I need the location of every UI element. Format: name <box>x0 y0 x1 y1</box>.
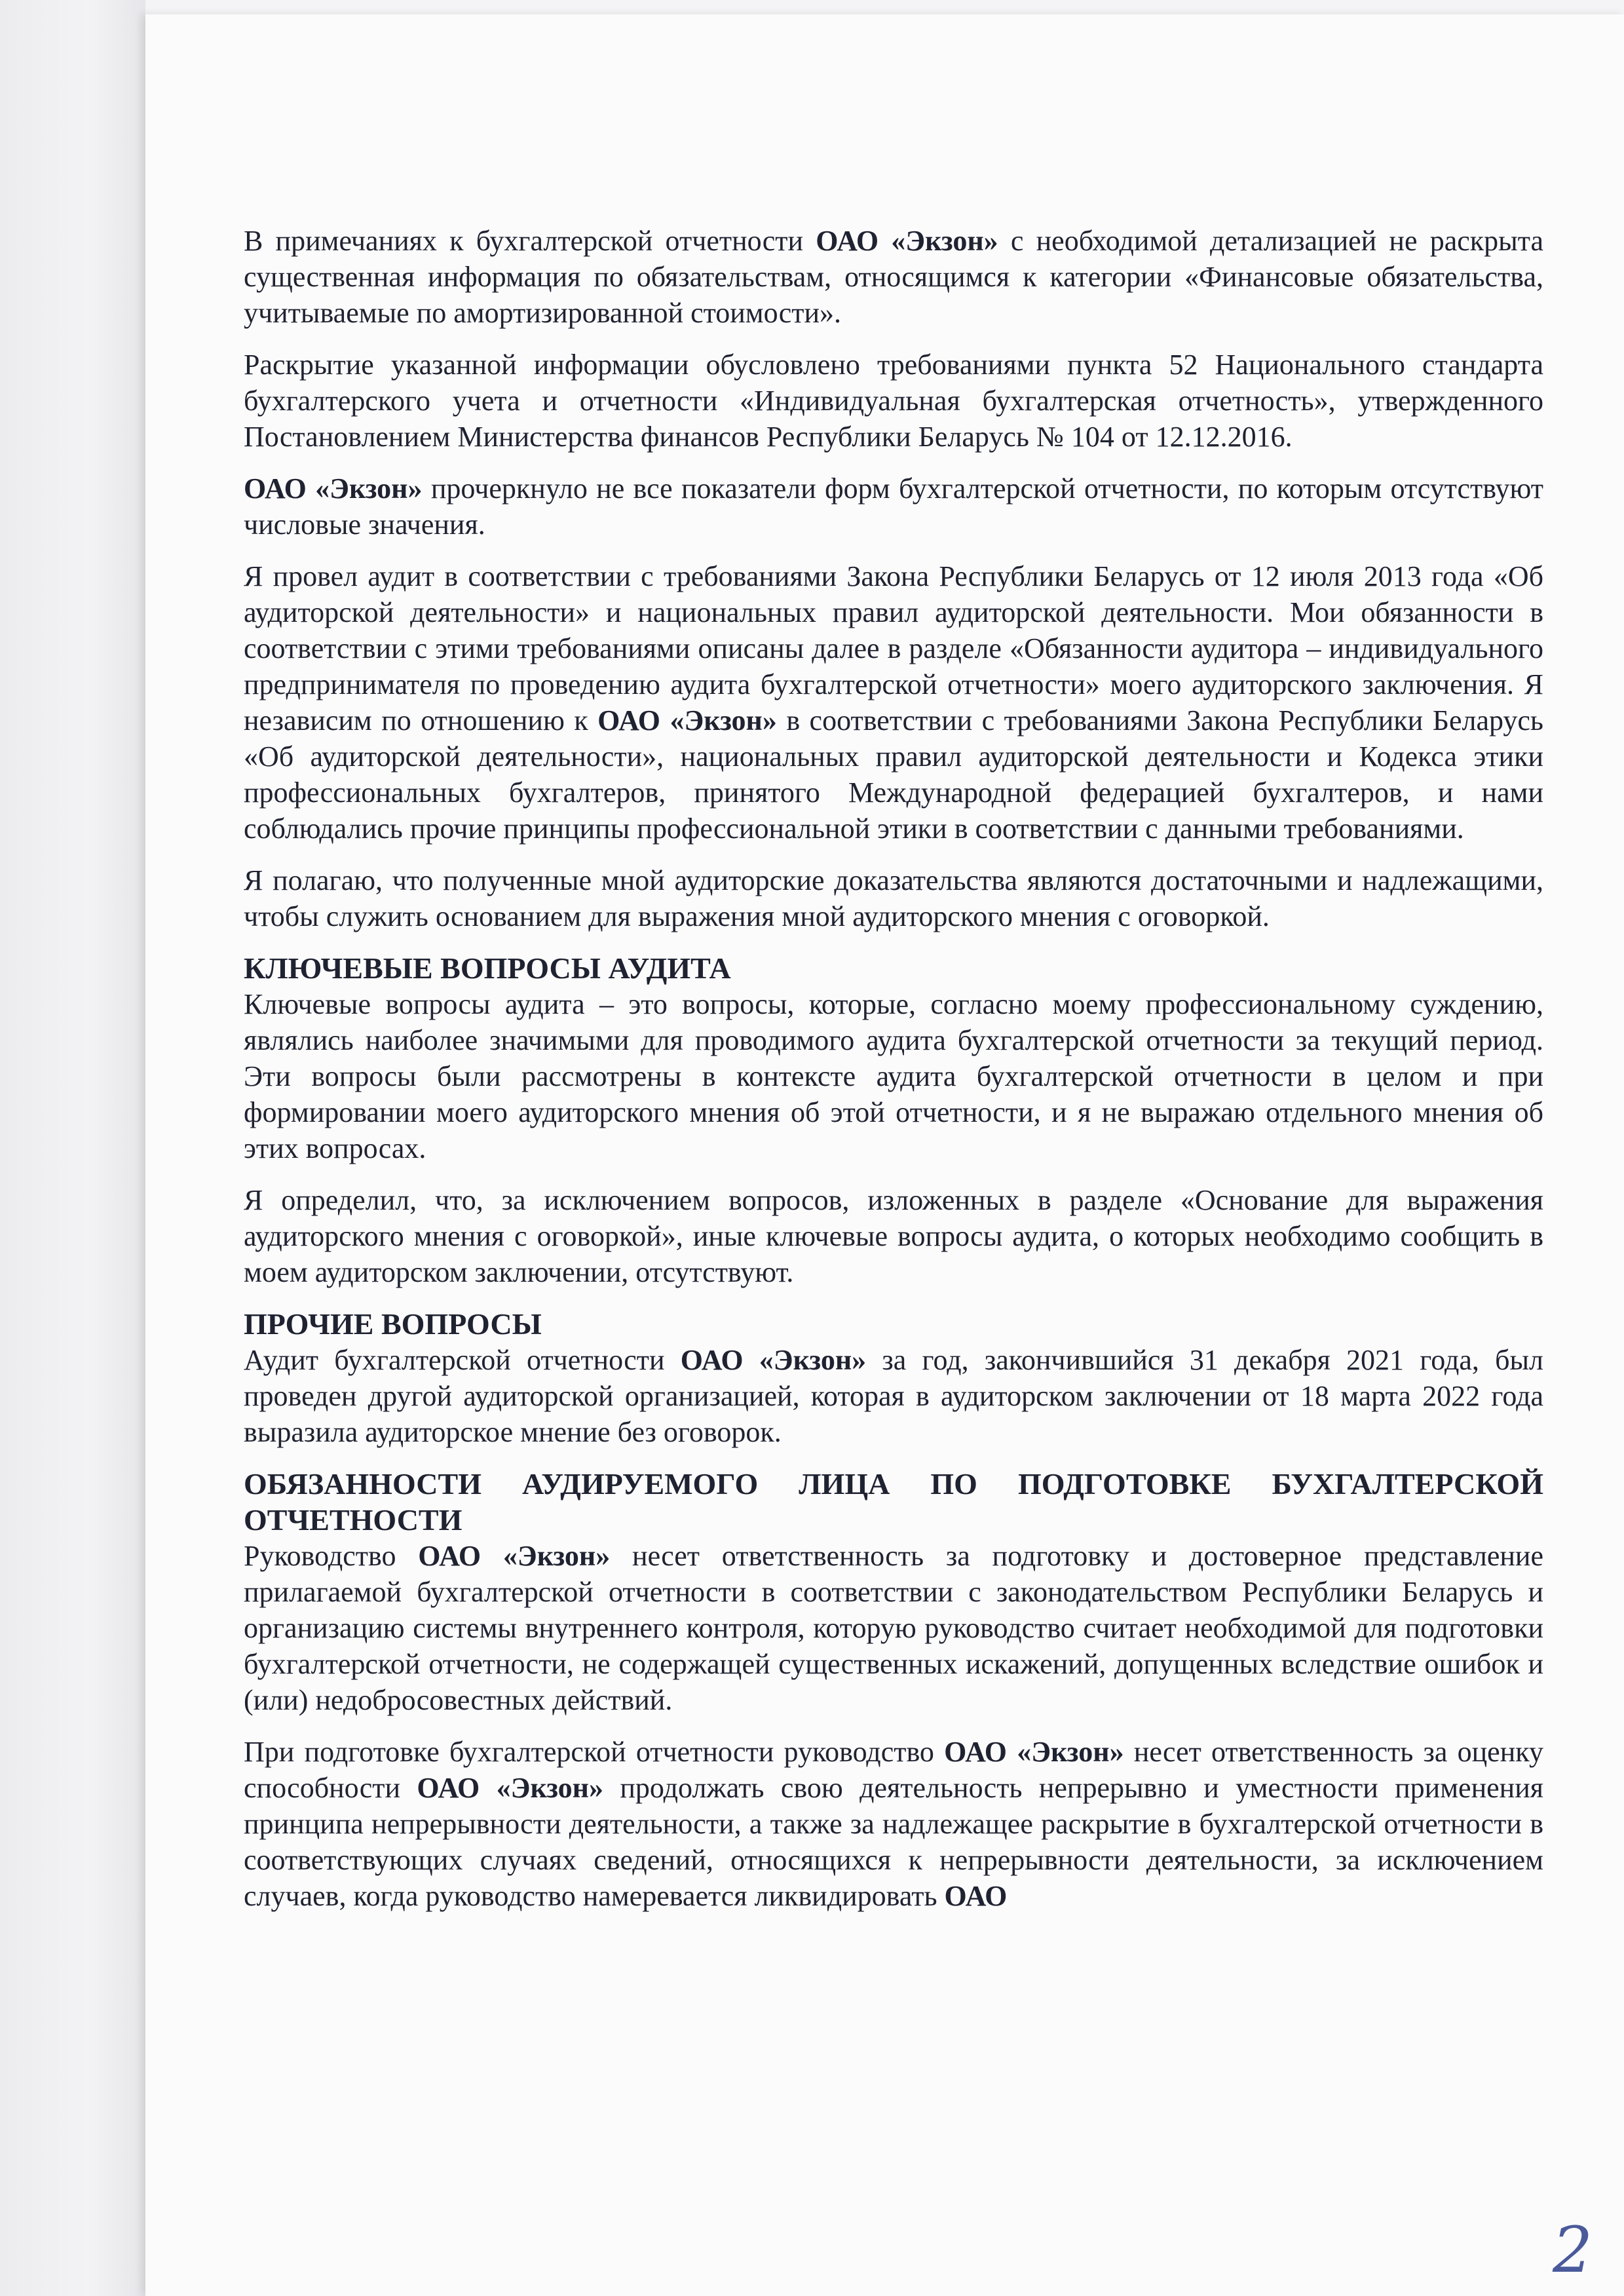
paragraph-text: При подготовке бухгалтерской отчетности руководство <box>244 1736 945 1768</box>
paragraph-text: с необходимой детализацией не раскрыта существенная информация по обязательствам, относящимся к категории «Финансовые обязательства, учитываемые по амортизированной стоимости». <box>244 225 1543 329</box>
company-name: ОАО «Экзон» <box>944 1736 1124 1768</box>
paragraph-text: Аудит бухгалтерской отчетности <box>244 1344 681 1376</box>
paragraph-text: за год, закончившийся 31 декабря 2021 года, был проведен другой аудиторской организацией, которая в аудиторском заключении от 18 марта 2022 года выразила аудиторское мнение без оговорок. <box>244 1344 1543 1448</box>
company-name: ОАО «Экзон» <box>816 225 998 257</box>
paragraph-text: Ключевые вопросы аудита – это вопросы, которые, согласно моему профессиональному суждению, являлись наиболее значимыми для проводимого аудита бухгалтерской отчетности за текущий период. Эти вопросы были рассмотрены в контексте аудита бухгалтерской отчетности в целом и при формировании моего аудиторского мнения об этой отчетности, и я не выражаю отдельного мнения об этих вопросах. <box>244 988 1543 1164</box>
paragraph <box>244 558 1543 847</box>
paragraph-text: продолжать свою деятельность непрерывно и уместности применения принципа непрерывности деятельности, а также за надлежащее раскрытие в бухгалтерской отчетности в соответствующих случаях сведений, относящихся к непрерывности деятельности, за исключением случаев, когда руководство намеревается ликвидировать <box>244 1772 1543 1912</box>
paragraph-text: прочеркнуло не все показатели форм бухгалтерской отчетности, по которым отсутствуют числовые значения. <box>244 472 1544 541</box>
paragraph <box>244 1342 1543 1450</box>
section-heading: ОБЯЗАННОСТИ АУДИРУЕМОГО ЛИЦА ПО ПОДГОТОВКЕ БУХГАЛТЕРСКОЙ ОТЧЕТНОСТИ <box>244 1467 1543 1537</box>
section-heading: ПРОЧИЕ ВОПРОСЫ <box>244 1307 542 1341</box>
page-number: 2 <box>1553 2213 1593 2287</box>
paragraph <box>244 1182 1543 1290</box>
paragraph-text: Я провел аудит в соответствии с требованиями Закона Республики Беларусь от 12 июля 2013 года «Об аудиторской деятельности» и национальных правил аудиторской деятельности. Мои обязанности в соответствии с этими требованиями описаны далее в разделе «Обязанности аудитора – индивидуального предпринимателя по проведению аудита бухгалтерской отчетности» моего аудиторского заключения. Я независим по отношению к <box>244 560 1543 737</box>
company-name: ОАО «Экзон» <box>680 1344 867 1376</box>
section-heading: КЛЮЧЕВЫЕ ВОПРОСЫ АУДИТА <box>244 951 731 985</box>
paragraph-text: несет ответственность за подготовку и достоверное представление прилагаемой бухгалтерской отчетности в соответствии с законодательством Республики Беларусь и организацию системы внутреннего контроля, которую руководство считает необходимой для подготовки бухгалтерской отчетности, не содержащей существенных искажений, допущенных вследствие ошибок и (или) недобросовестных действий. <box>244 1540 1543 1716</box>
company-name: ОАО <box>944 1880 1008 1912</box>
paragraph-text: в соответствии с требованиями Закона Республики Беларусь «Об аудиторской деятельности», национальных правил аудиторской деятельности и Кодекса этики профессиональных бухгалтеров, принятого Международной федерацией бухгалтеров, и нами соблюдались прочие принципы профессиональной этики в соответствии с данными требованиями. <box>244 704 1543 845</box>
paragraph <box>244 862 1543 934</box>
paragraph <box>244 347 1543 455</box>
paragraph-text: Я определил, что, за исключением вопросов, изложенных в разделе «Основание для выражения аудиторского мнения с оговоркой», иные ключевые вопросы аудита, о которых необходимо сообщить в моем аудиторском заключении, отсутствуют. <box>244 1184 1543 1288</box>
company-name: ОАО «Экзон» <box>244 472 423 505</box>
document-body <box>244 223 1543 1930</box>
paragraph-text: Я полагаю, что полученные мной аудиторские доказательства являются достаточными и надлежащими, чтобы служить основанием для выражения мной аудиторского мнения с оговоркой. <box>244 864 1543 932</box>
paragraph-text: несет ответственность за оценку способности <box>244 1736 1544 1804</box>
paragraph <box>244 986 1543 1166</box>
company-name: ОАО «Экзон» <box>418 1540 611 1572</box>
company-name: ОАО «Экзон» <box>417 1772 603 1804</box>
paragraph <box>244 223 1543 331</box>
paragraph-text: Руководство <box>244 1540 419 1572</box>
paragraph <box>244 1538 1543 1718</box>
company-name: ОАО «Экзон» <box>597 704 777 737</box>
scan-margin <box>0 0 145 2296</box>
paragraph-text: Раскрытие указанной информации обусловлено требованиями пункта 52 Национального стандарта бухгалтерского учета и отчетности «Индивидуальная бухгалтерская отчетность», утвержденного Постановлением Министерства финансов Республики Беларусь № 104 от 12.12.2016. <box>244 349 1543 453</box>
paragraph <box>244 1734 1543 1914</box>
paragraph-text: В примечаниях к бухгалтерской отчетности <box>244 225 816 257</box>
paragraph <box>244 470 1543 543</box>
